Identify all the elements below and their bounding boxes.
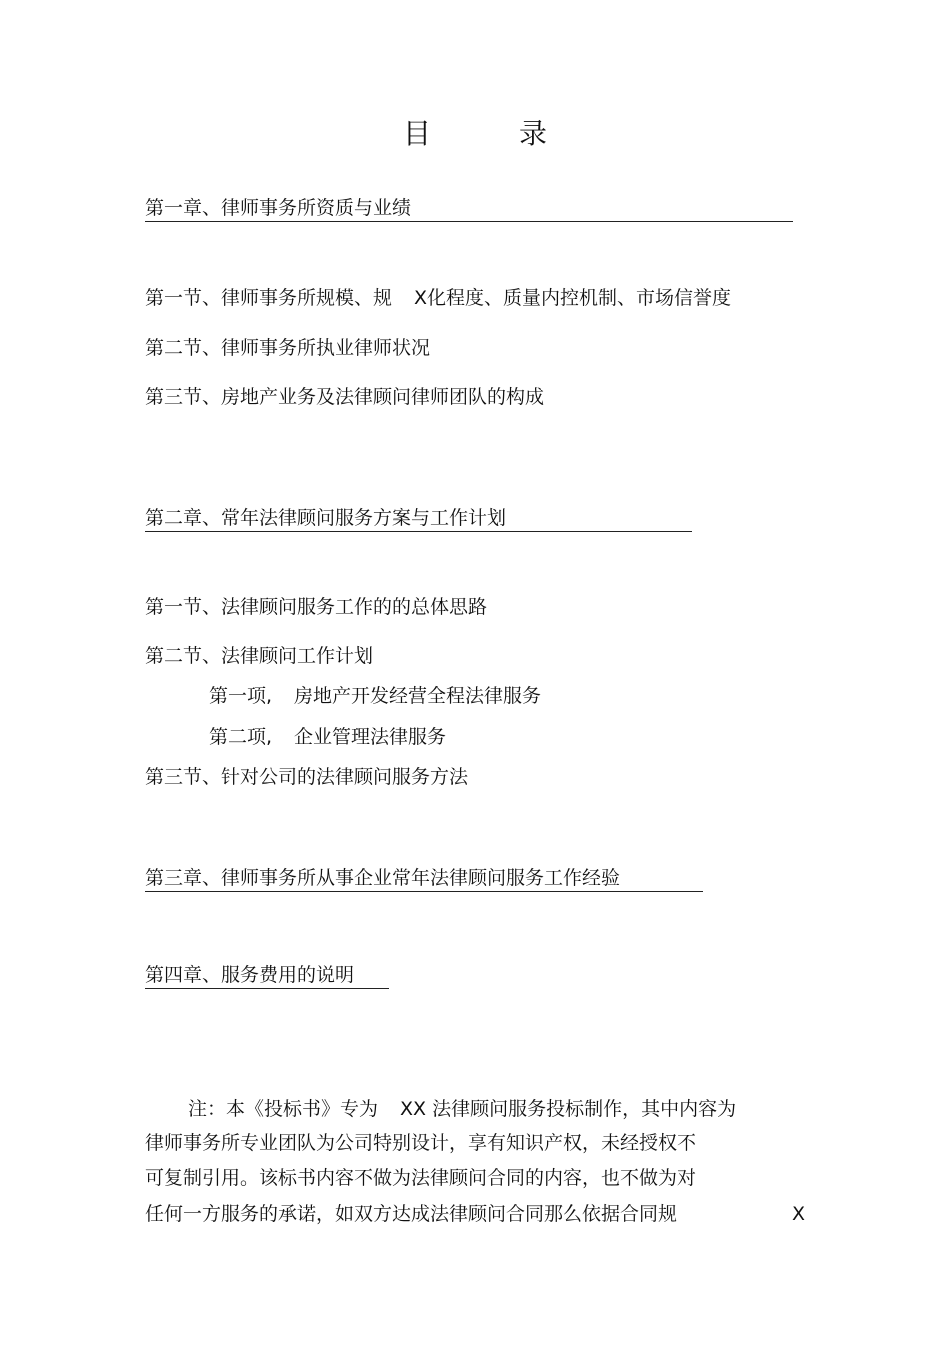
toc-ch2-section-3[interactable]: 第三节、针对公司的法律顾问服务方法: [145, 766, 469, 788]
toc-chapter-3[interactable]: [145, 866, 703, 892]
toc-ch2-item-1-num: 第一项,: [209, 685, 273, 707]
page-title: 目 录: [402, 117, 577, 150]
note-line-3: 可复制引用。该标书内容不做为法律顾问合同的内容，也不做为对: [145, 1167, 697, 1189]
note-line-4-tail: X: [792, 1203, 806, 1225]
toc-ch2-section-1[interactable]: 第一节、法律顾问服务工作的的总体思路: [145, 596, 488, 618]
toc-ch1-section-1[interactable]: [145, 285, 731, 311]
toc-chapter-2[interactable]: [145, 506, 692, 532]
toc-chapter-4[interactable]: [145, 963, 389, 989]
note-line-4: 任何一方服务的承诺，如双方达成法律顾问合同那么依据合同规: [145, 1203, 678, 1225]
toc-ch2-section-2[interactable]: 第二节、法律顾问工作计划: [145, 645, 374, 667]
note-line-1-a: 注：本《投标书》专为: [188, 1098, 379, 1120]
toc-ch1-section-1-suffix: X化程度、质量内控机制、市场信誉度: [414, 287, 732, 309]
toc-chapter-2-label: 第二章、常年法律顾问服务方案与工作计划: [145, 507, 507, 529]
toc-chapter-3-label: 第三章、律师事务所从事企业常年法律顾问服务工作经验: [145, 867, 621, 889]
toc-ch2-item-1[interactable]: [209, 683, 541, 709]
note-line-1-b: XX 法律顾问服务投标制作，其中内容为: [400, 1098, 737, 1120]
note-line-1: [188, 1096, 736, 1122]
toc-chapter-1[interactable]: [145, 196, 793, 222]
toc-ch1-section-1-prefix: 第一节、律师事务所规模、规: [145, 287, 393, 309]
toc-ch1-section-2[interactable]: 第二节、律师事务所执业律师状况: [145, 337, 431, 359]
toc-chapter-4-label: 第四章、服务费用的说明: [145, 964, 355, 986]
note-line-2: 律师事务所专业团队为公司特别设计，享有知识产权，未经授权不: [145, 1132, 697, 1154]
toc-chapter-1-label: 第一章、律师事务所资质与业绩: [145, 197, 412, 219]
toc-ch2-item-2[interactable]: [209, 724, 446, 750]
toc-ch2-item-2-num: 第二项,: [209, 726, 273, 748]
toc-ch1-section-3[interactable]: 第三节、房地产业务及法律顾问律师团队的构成: [145, 386, 545, 408]
toc-ch2-item-1-text: 房地产开发经营全程法律服务: [294, 685, 542, 707]
toc-ch2-item-2-text: 企业管理法律服务: [294, 726, 447, 748]
